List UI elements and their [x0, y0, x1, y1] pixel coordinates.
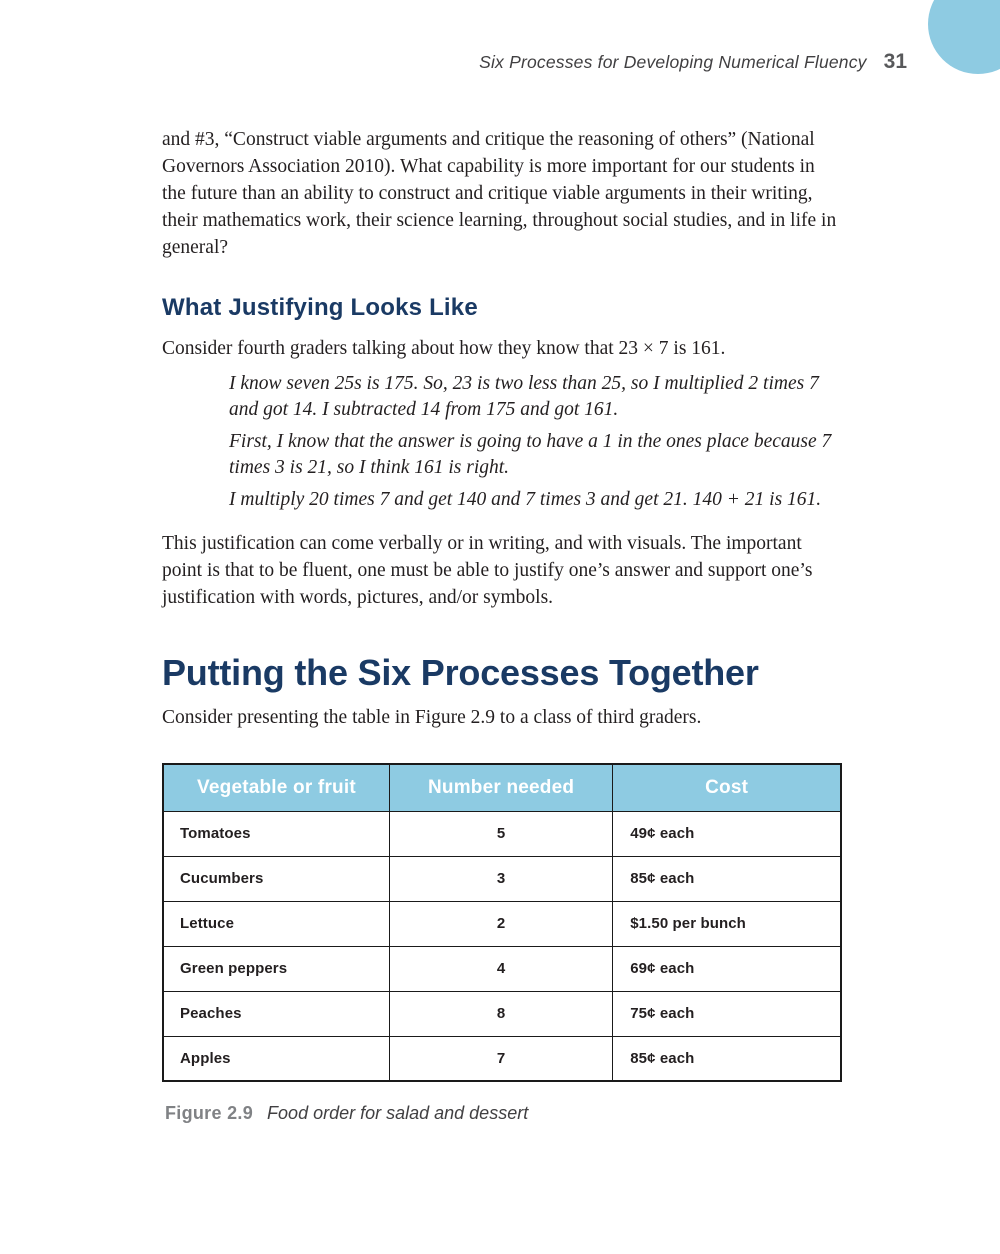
running-head-title: Six Processes for Developing Numerical Fluency	[479, 52, 867, 72]
table-header-number-needed: Number needed	[389, 764, 612, 811]
student-quote-2: First, I know that the answer is going to have a 1 in the ones place because 7 times 3 is 21, so I think 161 is right.	[229, 431, 832, 478]
table-header-row	[163, 764, 841, 811]
table-cell-item: Tomatoes	[163, 811, 389, 856]
table-cell-item: Apples	[163, 1036, 389, 1081]
table-row	[163, 856, 841, 901]
table-row	[163, 946, 841, 991]
table-header-vegetable-or-fruit: Vegetable or fruit	[163, 764, 389, 811]
table-cell-number: 4	[389, 946, 612, 991]
closing-paragraph: This justification can come verbally or in writing, and with visuals. The important point is that to be fluent, one must be able to justify one’s answer and support one’s justification with words, pictures, and/or symbols.	[162, 533, 813, 608]
food-order-table	[162, 763, 842, 1082]
page-content	[162, 0, 842, 1124]
student-quote-1: I know seven 25s is 175. So, 23 is two less than 25, so I multiplied 2 times 7 and got 14. I subtracted 14 from 175 and got 161.	[229, 373, 819, 420]
table-row	[163, 901, 841, 946]
table-cell-item: Green peppers	[163, 946, 389, 991]
table-cell-item: Cucumbers	[163, 856, 389, 901]
table-row	[163, 991, 841, 1036]
table-cell-number: 8	[389, 991, 612, 1036]
main-lead-paragraph: Consider presenting the table in Figure 2.9 to a class of third graders.	[162, 707, 702, 728]
table-row	[163, 1036, 841, 1081]
table-cell-number: 5	[389, 811, 612, 856]
table-header-cost: Cost	[613, 764, 841, 811]
main-section-heading: Putting the Six Processes Together	[162, 652, 759, 693]
intro-paragraph: and #3, “Construct viable arguments and critique the reasoning of others” (National Governors Association 2010). What capability is more important for our students in the future than an ability to construct and critique viable arguments in their writing, their mathematics work, their science learning, throughout social studies, and in life in general?	[162, 129, 837, 258]
corner-decoration-circle	[928, 0, 1000, 74]
table-cell-cost: 75¢ each	[613, 991, 841, 1036]
table-cell-number: 7	[389, 1036, 612, 1081]
table-cell-cost: $1.50 per bunch	[613, 901, 841, 946]
table-cell-number: 3	[389, 856, 612, 901]
figure-caption	[165, 1103, 842, 1124]
table-cell-cost: 69¢ each	[613, 946, 841, 991]
page-number: 31	[883, 50, 907, 73]
table-row	[163, 811, 841, 856]
table-cell-cost: 85¢ each	[613, 1036, 841, 1081]
student-quote-3: I multiply 20 times 7 and get 140 and 7 times 3 and get 21. 140 + 21 is 161.	[229, 489, 822, 510]
table-cell-number: 2	[389, 901, 612, 946]
section-lead-paragraph: Consider fourth graders talking about how they know that 23 × 7 is 161.	[162, 338, 726, 359]
figure-caption-text: Food order for salad and dessert	[267, 1103, 529, 1123]
table-cell-item: Lettuce	[163, 901, 389, 946]
figure-caption-label: Figure 2.9	[165, 1103, 254, 1123]
section-heading-justifying: What Justifying Looks Like	[162, 294, 478, 321]
table-cell-cost: 85¢ each	[613, 856, 841, 901]
table-cell-cost: 49¢ each	[613, 811, 841, 856]
table-cell-item: Peaches	[163, 991, 389, 1036]
